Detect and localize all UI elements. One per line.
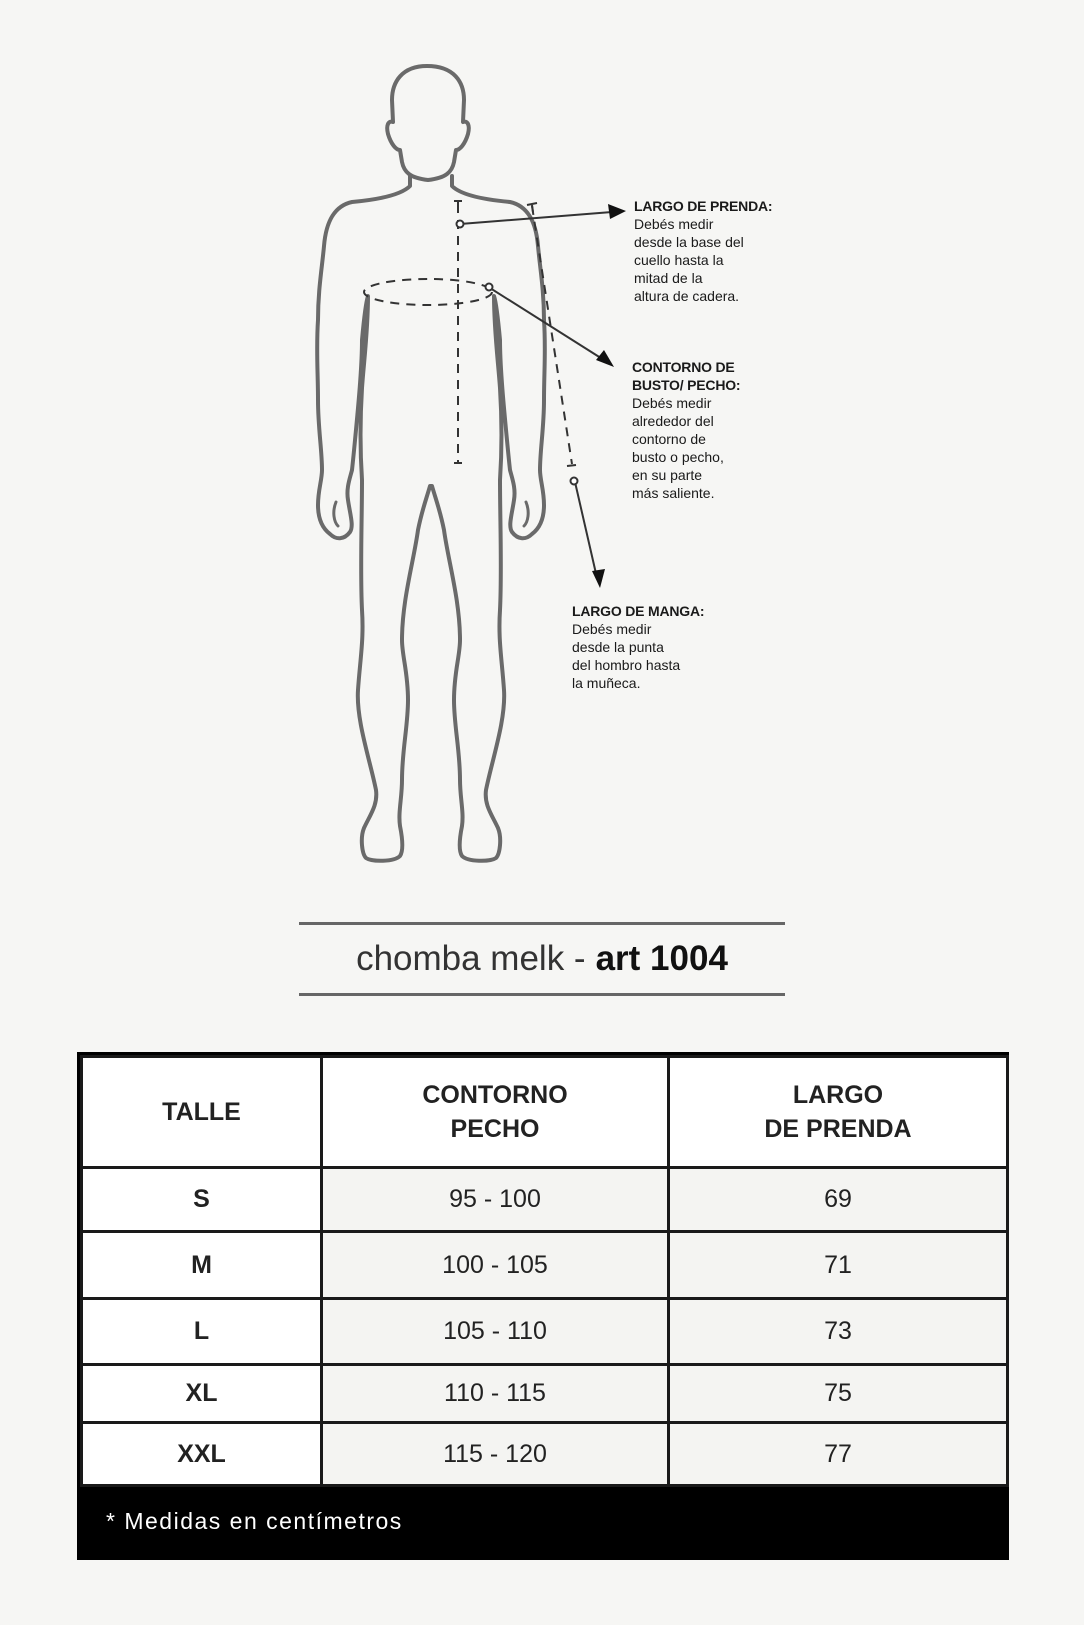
largo-cell: 73 — [669, 1299, 1008, 1365]
size-cell: S — [82, 1168, 322, 1232]
pecho-cell: 110 - 115 — [322, 1365, 669, 1423]
largo-cell: 77 — [669, 1423, 1008, 1486]
table-row — [82, 1232, 1008, 1299]
callout-largo-prenda-title: LARGO DE PRENDA: — [634, 198, 773, 214]
header-largo-prenda: LARGO DE PRENDA — [669, 1057, 1008, 1168]
size-cell: XXL — [82, 1423, 322, 1486]
size-cell: M — [82, 1232, 322, 1299]
header-talle: TALLE — [82, 1057, 322, 1168]
table-row — [82, 1299, 1008, 1365]
table-row — [82, 1365, 1008, 1423]
pecho-cell: 100 - 105 — [322, 1232, 669, 1299]
size-cell: L — [82, 1299, 322, 1365]
callout-largo-prenda — [634, 197, 772, 305]
table-row — [82, 1423, 1008, 1486]
callout-largo-manga-body: Debés medir desde la punta del hombro hasta la muñeca. — [572, 621, 681, 691]
pecho-cell: 115 - 120 — [322, 1423, 669, 1486]
product-name: chomba melk - — [356, 939, 586, 978]
largo-cell: 75 — [669, 1365, 1008, 1423]
largo-cell: 69 — [669, 1168, 1008, 1232]
product-article: art 1004 — [595, 939, 728, 978]
pecho-cell: 105 - 110 — [322, 1299, 669, 1365]
figure-head — [387, 66, 469, 180]
figure-body-outline — [317, 176, 545, 861]
arrow-down-icon — [592, 569, 605, 588]
callout-largo-manga-title: LARGO DE MANGA: — [572, 603, 705, 619]
arrow-right-icon — [608, 204, 626, 219]
arrow-down-right-icon — [596, 350, 614, 367]
callout-largo-prenda-body: Debés medir desde la base del cuello hasta la mitad de la altura de cadera. — [634, 216, 744, 304]
callout-contorno-body: Debés medir alrededor del contorno de busto o pecho, en su parte más saliente. — [632, 395, 724, 501]
size-table-container — [77, 1052, 1009, 1560]
measurement-note: * Medidas en centímetros — [106, 1508, 403, 1534]
callout-contorno-title: CONTORNO DE BUSTO/ PECHO: — [632, 359, 741, 393]
table-header-row — [82, 1057, 1008, 1168]
callout-contorno — [632, 358, 740, 502]
size-cell: XL — [82, 1365, 322, 1423]
largo-cell: 71 — [669, 1232, 1008, 1299]
header-contorno-pecho: CONTORNO PECHO — [322, 1057, 669, 1168]
table-row — [82, 1168, 1008, 1232]
product-title — [299, 922, 785, 996]
callout-largo-manga — [572, 602, 704, 692]
pecho-cell: 95 - 100 — [322, 1168, 669, 1232]
size-table — [80, 1055, 1009, 1487]
